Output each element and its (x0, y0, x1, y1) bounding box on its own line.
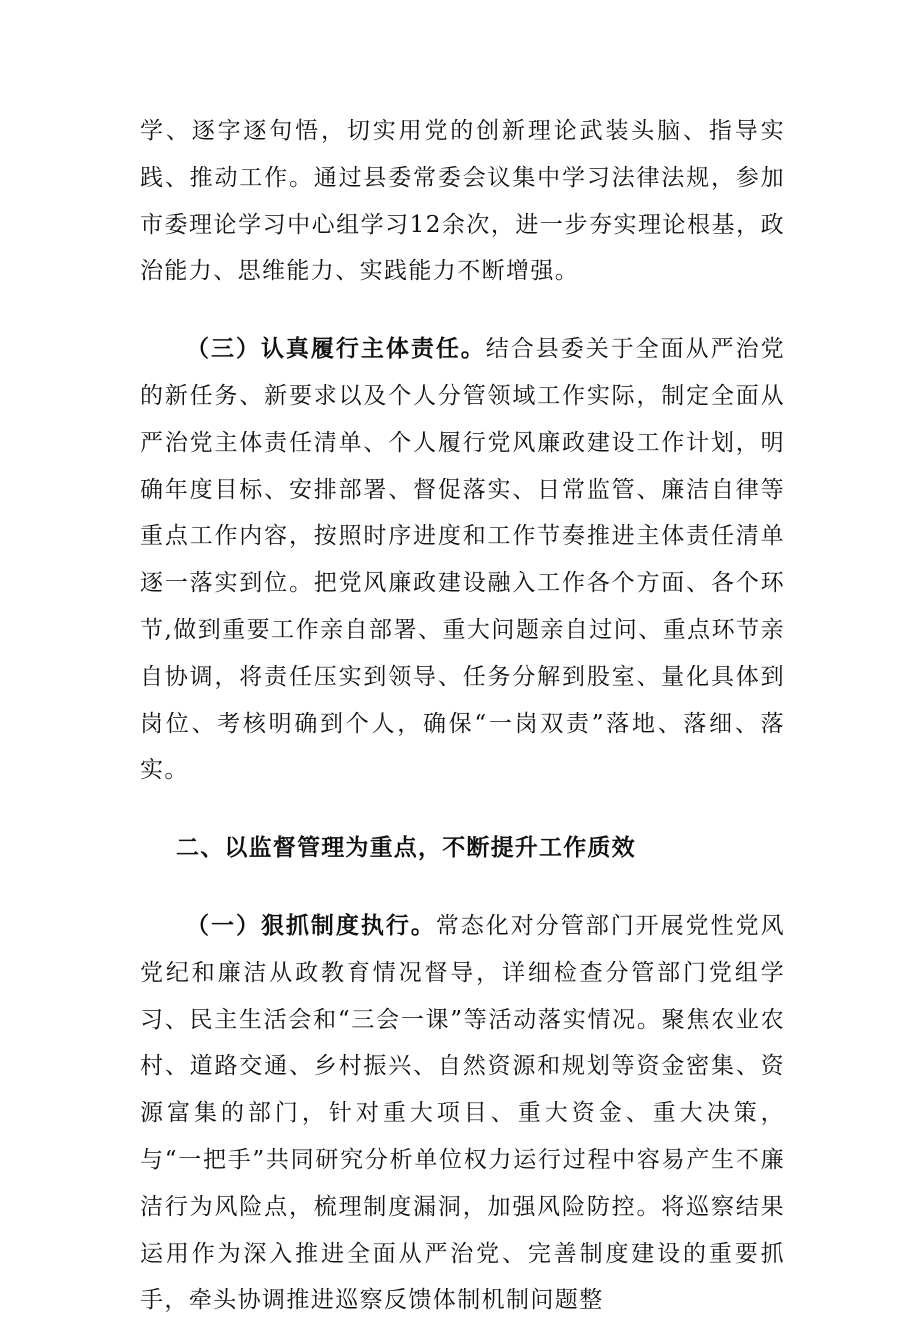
paragraph-gap (140, 872, 785, 903)
paragraph-section-3 (140, 326, 785, 794)
document-body (140, 108, 785, 1324)
paragraph-study: 学、逐字逐句悟，切实用党的创新理论武装头脑、指导实践、推动工作。通过县委常委会议集中学习法律法规，参加市委理论学习中心组学习12余次，进一步夯实理论根基，政治能力、思维能力、实践能力不断增强。 (140, 118, 785, 285)
section-3-title: （三）认真履行主体责任。 (186, 335, 486, 363)
section-1-title: （一）狠抓制度执行。 (186, 911, 436, 939)
section-3-body: 结合县委关于全面从严治党的新任务、新要求以及个人分管领域工作实际，制定全面从严治党主体责任清单、个人履行党风廉政建设工作计划，明确年度目标、安排部署、督促落实、日常监管、廉洁自律等重点工作内容，按照时序进度和工作节奏推进主体责任清单逐一落实到位。把党风廉政建设融入工作各个方面、各个环节,做到重要工作亲自部署、重大问题亲自过问、重点环节亲自协调，将责任压实到领导、任务分解到股室、量化具体到岗位、考核明确到个人，确保“一岗双责”落地、落细、落实。 (140, 336, 785, 784)
paragraph-gap (140, 295, 785, 326)
section-1-body: 常态化对分管部门开展党性党风党纪和廉洁从政教育情况督导，详细检查分管部门党组学习、民主生活会和“三会一课”等活动落实情况。聚焦农业农村、道路交通、乡村振兴、自然资源和规划等资金密集、资源富集的部门，针对重大项目、重大资金、重大决策，与“一把手”共同研究分析单位权力运行过程中容易产生不廉洁行为风险点，梳理制度漏洞，加强风险防控。将巡察结果运用作为深入推进全面从严治党、完善制度建设的重要抓手，牵头协调推进巡察反馈体制机制问题整 (140, 912, 785, 1314)
paragraph-section-1 (140, 903, 785, 1324)
chapter-heading-2: 二、以监督管理为重点，不断提升工作质效 (176, 834, 636, 862)
paragraph-gap (140, 794, 785, 825)
